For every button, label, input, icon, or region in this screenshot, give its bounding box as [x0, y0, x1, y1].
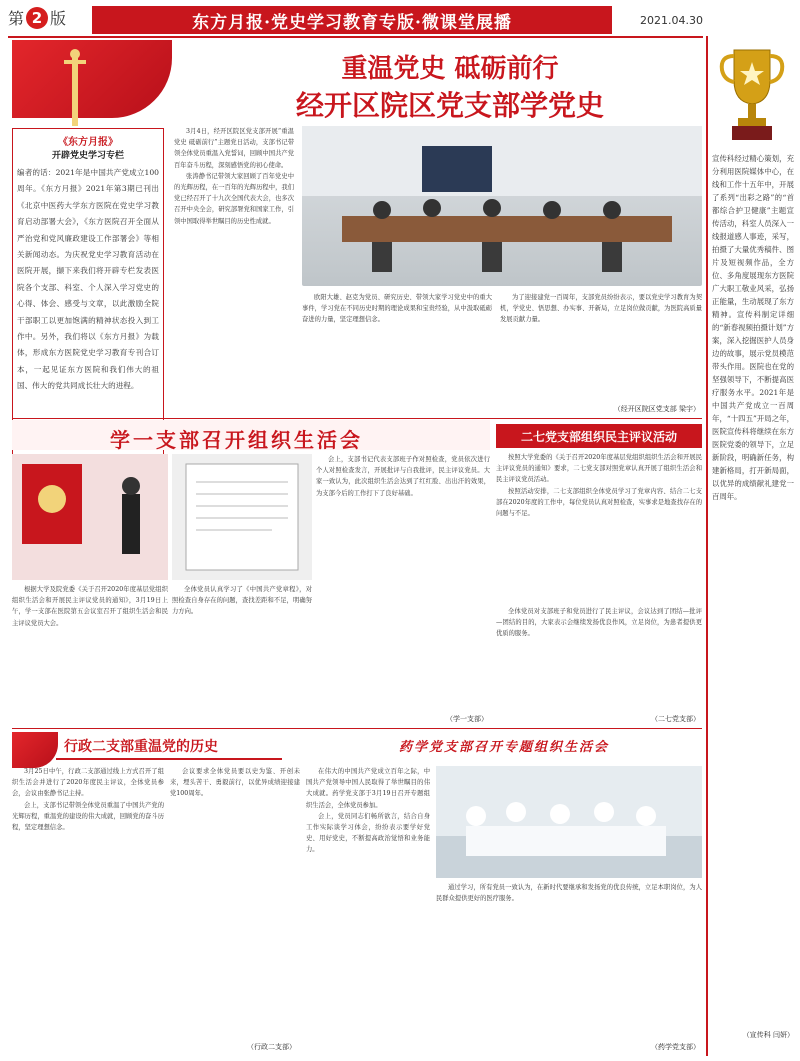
lead-title-line1: 重温党史 砥砺前行 [341, 54, 559, 84]
right-column-text: 宣传科经过精心策划，充分利用医院媒体中心，在线和工作十五年中，开展了系列“出彩之路”的“首都综合护卫健康”主题宣传活动，科室人员深入一线报道感人事迹，采写，拍摄了大量优秀稿件、图片及短视频作品，全方位、多角度展现东方医院广大职工敬业风采，弘扬正能量，生动展现了东方精神。宣传科制定详细的“新春视频拍摄计划”方案，深入挖掘医护人员身边的故事，展示党员模范带头作用。医院也在党的坚强领导下，不断提高医疗服务水平。2021年是中国共产党成立一百周年，“十四五”开局之年，医院宣传科将继续在东方医院党委的领导下，立足新阶段，明确新任务，构建新格局，打开新局面，以优异的成绩献礼建党一百周年。 [712, 154, 794, 501]
page-number-badge [8, 6, 66, 29]
sec2-text-col2 [496, 606, 702, 710]
sec1-text-col2 [172, 584, 312, 724]
trophy-icon [712, 40, 792, 150]
sec4-title-bar [304, 736, 704, 760]
lead-paragraph: 3月4日，经开区院区党支部开展“重温党史 砥砺前行”主题党日活动，支部书记带领全体党员重温入党誓词，回顾中国共产党百年奋斗历程，深刻感悟党的初心使命。 [174, 128, 294, 169]
lead-text-col3 [500, 292, 702, 402]
sec1-document-photo [172, 454, 312, 580]
sec2-credit: （二七党支部） [651, 715, 700, 723]
party-flag-banner [12, 40, 172, 118]
sec2-paragraph: 按照活动安排，二七支部组织全体党员学习了党章内容、结合二七支部在2020年度的工作中，每位党员认真对照检查，实事求是地查找存在的问题与不足。 [496, 487, 702, 518]
right-column-credit: （宣传科 闫妍） [742, 1031, 794, 1039]
sec2-text-col1 [496, 452, 702, 602]
sec3-title-bar [56, 736, 282, 760]
sec3-flag [12, 732, 58, 768]
sec1-photo [12, 454, 168, 580]
sec4-title: 药学党支部召开专题组织生活会 [398, 740, 609, 755]
sec3-paragraph: 3月25日中午，行政二支部通过线上方式召开了组织生活会并进行了2020年度民主评议，全体党员参会，会议由张静书记主持。 [12, 768, 164, 798]
sec4-text-col1 [306, 766, 430, 1036]
lead-paragraph: 欧阳大雄、赵克为党员、研究历史、带领大家学习党史中的重大事件，学习党在不同历史时期的理论成果和宝贵经验，从中汲取砥砺奋进的力量，坚定理想信念。 [302, 294, 492, 324]
lead-paragraph: 为了迎接建党一百周年，支部党员纷纷表示，要以党史学习教育为契机，学党史、悟思想、办实事、开新局，立足岗位做贡献，为医院高质量发展贡献力量。 [500, 294, 702, 324]
sec3-paragraph: 会上，支部书记带领全体党员重温了中国共产党的光辉历程，重温党的建设的伟大成就，回顾党的奋斗历程，坚定理想信念。 [12, 801, 164, 832]
masthead-band: 东方月报·党史学习教育专版·微课堂展播 [92, 6, 612, 34]
sec4-paragraph: 在伟大的中国共产党成立百年之际，中国共产党领导中国人民取得了举世瞩目的伟大成就。药学党支部于3月19日召开专题组织生活会，全体党员参加。 [306, 768, 430, 809]
sec3-credit: （行政二支部） [247, 1043, 296, 1051]
sec2-paragraph: 按照大学党委的《关于召开2020年度基层党组织组织生活会和开展民主评议党员的通知》要求，二七党支部对照党章认真开展了组织生活会和民主评议党员活动。 [496, 454, 702, 484]
sec3-paragraph: 会议要求全体党员要以史为鉴、开创未来，埋头苦干、勇毅前行，以优异成绩迎接建党100周年。 [170, 768, 300, 798]
issue-date: 2021.04.30 [640, 14, 703, 27]
lead-text-col1 [174, 126, 294, 418]
lead-paragraph: 张涛静书记带领大家回顾了百年党史中的光辉历程，在一百年的光辉历程中，我们党已经召开了十九次全国代表大会，也多次召开中央全会，研究部署党和国家工作，引领中国取得举世瞩目的历史性成就。 [174, 172, 294, 225]
right-column-rule [706, 36, 708, 1056]
lead-title-line2: 经开区院区党支部学党史 [295, 89, 604, 122]
divider [12, 418, 702, 419]
sec1-title: 学一支部召开组织生活会 [110, 428, 363, 452]
page-prefix: 第 [8, 9, 25, 28]
sec1-credit: （学一支部） [446, 715, 488, 723]
meeting-scene-icon [302, 126, 702, 286]
divider [12, 728, 702, 729]
lead-meeting-photo [302, 126, 702, 286]
sec2-paragraph: 全体党员对支部班子和党员进行了民主评议，会议达到了团结—批评—团结的目的，大家表示会继续发扬优良作风，立足岗位，为患者提供更优质的服务。 [496, 608, 702, 638]
sec4-paragraph: 通过学习，所有党员一致认为，在新时代要继承和发扬党的优良传统，立足本职岗位，为人民群众提供更好的医疗服务。 [436, 884, 702, 903]
editor-note-text: 编者的话：2021年是中国共产党成立100周年。《东方月报》2021年第3期已刊出《北京中医药大学东方医院在党史学习教育启动部署大会》，《东方医院召开全面从严治党和党风廉政建设工作部署会》等相关新闻动态。为庆祝党史学习教育活动在医院开展，撷下来我们将开辟专栏发表医院各个支部、科室、个人深入学习党史的心得、体会、感受与文章，以此激励全院干部职工以更加饱满的精神状态投入到工作中。另外，我们将以《东方月报》为载体，形成东方医院党史学习教育专刊合订本，一起见证东方医院和我们伟大的祖国、伟大的党共同成长壮大的进程。 [17, 168, 159, 391]
sec3-text-col2 [170, 766, 300, 1036]
page-number: 2 [26, 7, 48, 29]
sec3-title: 行政二支部重温党的历史 [64, 739, 218, 755]
lead-text-col2 [302, 292, 492, 402]
header-rule [8, 36, 703, 38]
sec1-paragraph: 会上，支部书记代表支部班子作对照检查，党员依次进行个人对照检查发言，开展批评与自我批评，民主评议党员。大家一致认为，此次组织生活会达到了红红脸、出出汗的效果，为支部今后的工作打下了良好基础。 [316, 456, 490, 497]
sec1-text-col1 [12, 584, 168, 724]
sec4-paragraph: 会上，党员同志们畅所欲言，结合自身工作实际谈学习体会，纷纷表示要学好党史、用好党史，不断提高政治觉悟和业务能力。 [306, 812, 430, 854]
huabiao-icon [60, 48, 90, 128]
lead-credit: （经开区院区党支部 梁宇） [613, 405, 700, 413]
sec1-paragraph: 根据大学及院党委《关于召开2020年度基层党组织组织生活会和开展民主评议党员的通知》，3月19日上午，学一支部在医院第五会议室召开了组织生活会和民主评议党员大会。 [12, 586, 168, 627]
sec2-title: 二七党支部组织民主评议活动 [496, 424, 702, 448]
sec4-credit: （药学党支部） [651, 1043, 700, 1051]
column-subtitle: 开辟党史学习专栏 [51, 151, 124, 161]
column-logo-label: 《东方月报》 [58, 137, 118, 148]
sec4-photo [436, 766, 702, 878]
sec4-text-col2 [436, 882, 702, 1032]
sec1-paragraph: 全体党员认真学习了《中国共产党章程》，对照检查自身存在的问题，查找差距和不足，明确努力方向。 [172, 586, 312, 616]
sec1-text-col3 [316, 454, 490, 712]
page-suffix: 版 [50, 9, 67, 28]
sec3-text-col1 [12, 766, 164, 1036]
